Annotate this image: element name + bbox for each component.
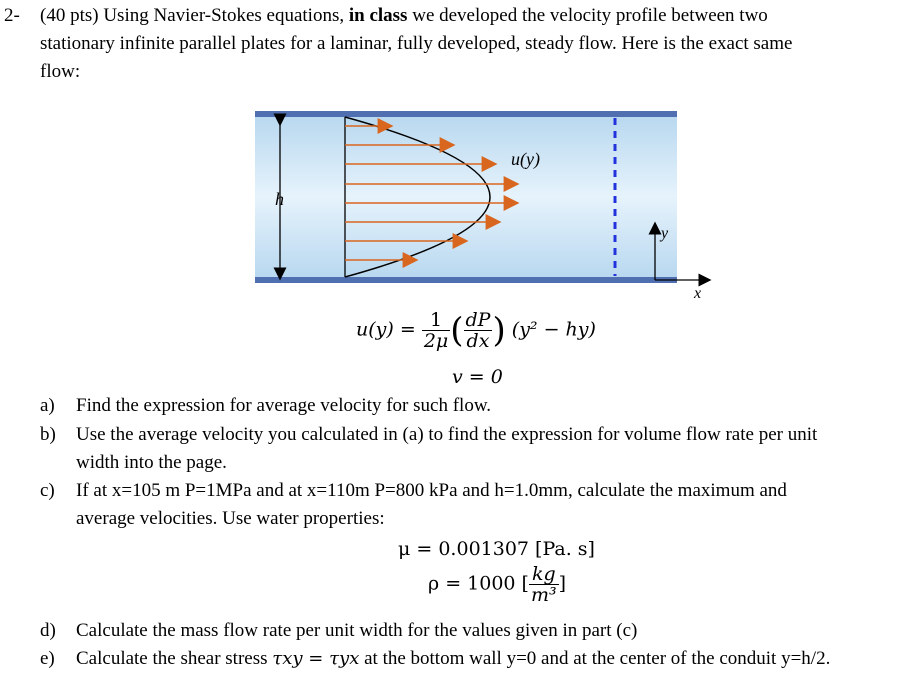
part-e-prefix: Calculate the shear stress	[76, 648, 268, 669]
h-label: h	[275, 189, 284, 209]
fraction-denominator: dx	[466, 330, 490, 352]
part-b-text: width into the page.	[76, 452, 227, 473]
u-label: u(y)	[511, 149, 540, 169]
part-a-text: Find the expression for average velocity for such flow.	[76, 395, 492, 416]
v-equation: v = 0	[452, 366, 503, 388]
part-e-label: e)	[40, 648, 55, 669]
question-text: (40 pts) Using Navier-Stokes equations,	[40, 5, 345, 26]
question-number: 2-	[4, 5, 20, 26]
pressure-gradient-fraction	[464, 310, 493, 351]
fraction-numerator: dP	[465, 309, 491, 331]
part-c-text: average velocities. Use water properties:	[76, 508, 385, 529]
question-line-2: stationary infinite parallel plates for a laminar, fully developed, steady flow. Here is the exact same	[40, 33, 793, 54]
part-d-label: d)	[40, 620, 56, 641]
question-text: we developed the velocity profile between two	[412, 5, 768, 26]
fraction-numerator: 1	[422, 310, 450, 331]
part-e-suffix: at the bottom wall y=0 and at the center of the conduit y=h/2.	[364, 648, 831, 669]
top-plate	[255, 111, 677, 117]
part-e-text	[76, 645, 830, 673]
part-c-text: If at x=105 m P=1MPa and at x=110m P=800 kPa and h=1.0mm, calculate the maximum and	[76, 480, 787, 501]
question-line-1	[40, 2, 768, 30]
paren-open: (	[450, 310, 464, 351]
equation-tail: (y² − hy)	[511, 318, 596, 341]
part-a-label: a)	[40, 395, 55, 416]
flow-diagram	[255, 108, 715, 306]
part-b-label: b)	[40, 424, 56, 445]
density-rhs: ]	[558, 572, 567, 595]
density-unit-fraction	[529, 564, 559, 605]
part-d-text: Calculate the mass flow rate per unit width for the values given in part (c)	[76, 620, 638, 641]
velocity-equation	[356, 310, 596, 351]
density-equation	[428, 564, 566, 605]
paren-close: )	[492, 310, 506, 351]
fraction-denominator: m³	[530, 584, 557, 606]
question-line-3: flow:	[40, 61, 81, 82]
fraction-denominator: 2μ	[423, 330, 449, 352]
coefficient-fraction	[422, 310, 450, 351]
y-label: y	[661, 225, 669, 242]
x-label: x	[694, 285, 702, 302]
fraction-numerator: kg	[529, 564, 559, 585]
density-lhs: ρ = 1000 [	[428, 572, 529, 595]
viscosity-equation: μ = 0.001307 [Pa. s]	[398, 538, 595, 560]
shear-stress-symbols: τxy = τyx	[272, 648, 360, 669]
part-b-text: Use the average velocity you calculated in (a) to find the expression for volume flow rate per unit	[76, 424, 818, 445]
part-c-label: c)	[40, 480, 55, 501]
bottom-plate	[255, 277, 677, 283]
equation-lhs: u(y) =	[356, 318, 416, 341]
question-bold-text: in class	[348, 5, 408, 26]
